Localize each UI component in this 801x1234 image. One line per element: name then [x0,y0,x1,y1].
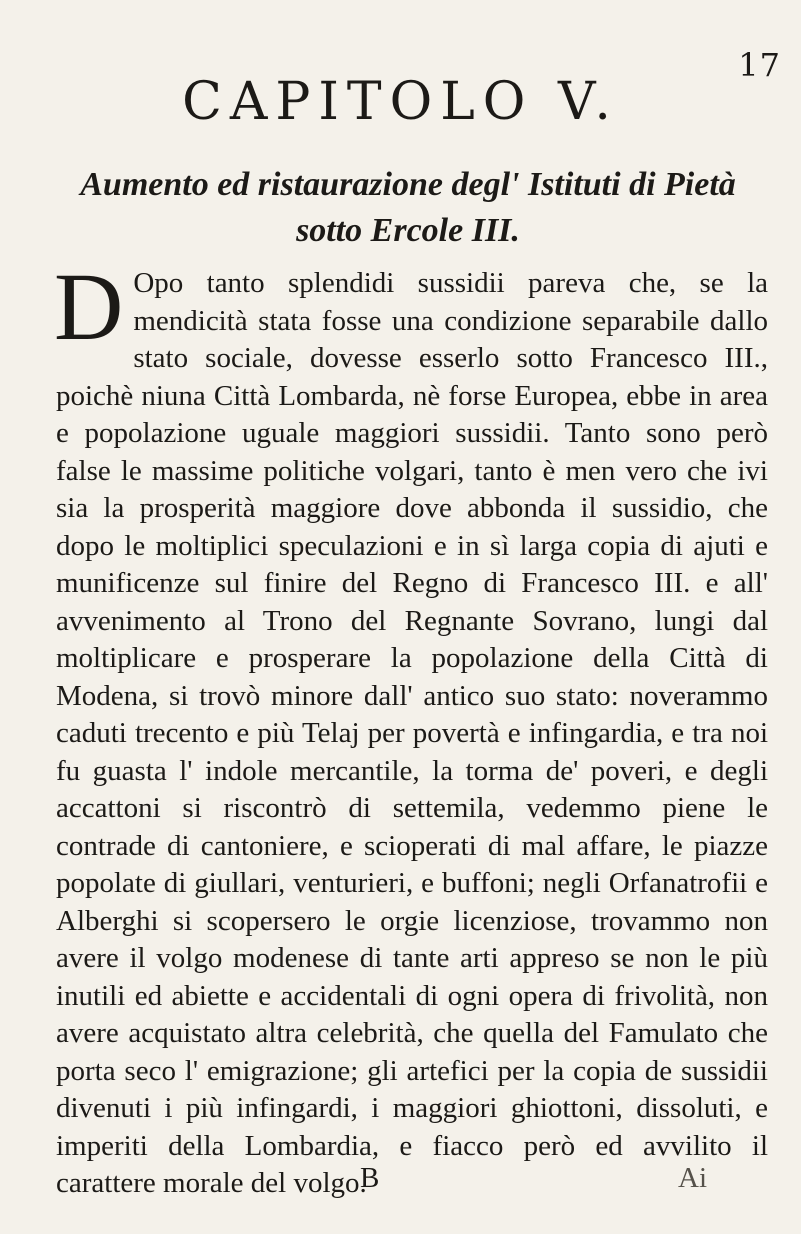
page-number: 17 [738,46,781,84]
chapter-subtitle: Aumento ed ristaurazione degl' Istituti di Pietà sotto Ercole III. [80,166,736,249]
drop-cap: D [54,253,124,360]
paragraph-text: Opo tanto splendidi sussidii pareva che, se la mendicità stata fosse una condizione separabile dallo stato sociale, dovesse esserlo sotto Francesco III., poichè niuna Città Lombarda, nè forse Europea, ebbe in area e popolazione uguale maggiori sussidii. Tanto sono però false le massime politiche volgari, tanto è men vero che ivi sia la prosperità maggiore dove abbonda il sussidio, che dopo le moltiplici speculazioni e in sì larga copia di ajuti e munificenze sul finire del Regno di Francesco III. e all' avvenimento al Trono del Regnante Sovrano, lungi dal moltiplicare e prosperare la popolazione della Città di Modena, si trovò minore dall' antico suo stato: noverammo caduti trecento e più Telaj per povertà e infingardia, e tra noi fu guasta l' indole mercantile, la torma de' poveri, e degli accattoni si riscontrò di settemila, vedemmo piene le contrade di cantoniere, e scioperati di mal affare, le piazze popolate di giullari, venturieri, e buffoni; negli Orfanatrofii e Alberghi si scopersero le orgie licenziose, trovammo non avere il volgo modenese di tante arti appreso se non le più inutili ed abiette e accidentali di ogni opera di frivolità, non avere acquistato altra celebrità, che quella del Famulato che porta seco l' emigrazione; gli artefici per la copia de sussidii divenuti i più infingardi, i maggiori ghiottoni, dissoluti, e imperiti della Lombardia, e fiacco però ed avvilito il carattere morale del volgo. [56,267,768,1199]
chapter-title: CAPITOLO V. [182,72,619,132]
signature-mark: B [360,1162,380,1194]
catchword: Ai [678,1162,707,1194]
body-paragraph [54,253,768,1203]
